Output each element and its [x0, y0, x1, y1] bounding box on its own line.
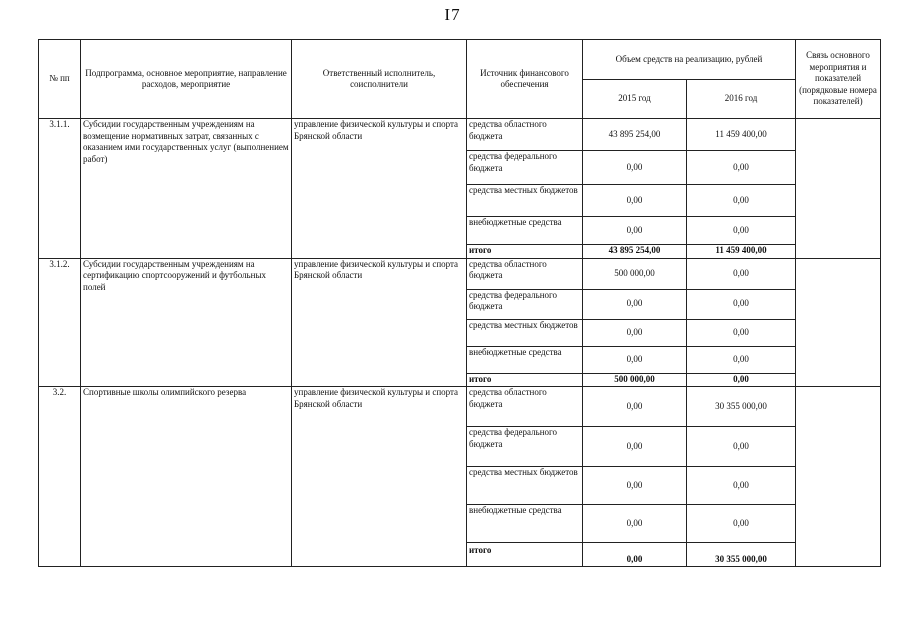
- source-cell: средства федерального бюджета: [467, 151, 583, 185]
- value-2016: 0,00: [687, 427, 796, 467]
- measure-name: Субсидии государственным учреждениям на сертификацию спортсооружений и футбольных полей: [81, 258, 292, 387]
- header-executor: Ответственный исполнитель, соисполнители: [292, 40, 467, 119]
- value-2016: 0,00: [687, 258, 796, 289]
- total-label: итого: [467, 245, 583, 259]
- row-number: 3.1.1.: [39, 119, 81, 259]
- total-2015: 43 895 254,00: [583, 245, 687, 259]
- total-label: итого: [467, 543, 583, 567]
- value-2016: 0,00: [687, 151, 796, 185]
- header-year-2015: 2015 год: [583, 80, 687, 119]
- header-program: Подпрограмма, основное мероприятие, направление расходов, мероприятие: [81, 40, 292, 119]
- value-2015: 0,00: [583, 427, 687, 467]
- source-cell: средства областного бюджета: [467, 119, 583, 151]
- executor-name: управление физической культуры и спорта Брянской области: [292, 119, 467, 259]
- link-cell: [796, 119, 881, 259]
- source-cell: внебюджетные средства: [467, 346, 583, 373]
- page-number: I7: [444, 5, 461, 24]
- source-cell: внебюджетные средства: [467, 217, 583, 245]
- value-2015: 0,00: [583, 387, 687, 427]
- executor-name: управление физической культуры и спорта Брянской области: [292, 387, 467, 567]
- source-cell: средства федерального бюджета: [467, 289, 583, 319]
- table-row: [39, 387, 881, 427]
- table-row: [39, 119, 881, 151]
- source-cell: средства местных бюджетов: [467, 319, 583, 346]
- value-2015: 0,00: [583, 505, 687, 543]
- executor-name: управление физической культуры и спорта Брянской области: [292, 258, 467, 387]
- value-2016: 0,00: [687, 289, 796, 319]
- source-cell: средства федерального бюджета: [467, 427, 583, 467]
- header-volume: Объем средств на реализацию, рублей: [583, 40, 796, 80]
- total-2016: 0,00: [687, 373, 796, 387]
- value-2015: 0,00: [583, 346, 687, 373]
- header-num: № пп: [39, 40, 81, 119]
- value-2016: 30 355 000,00: [687, 387, 796, 427]
- measure-name: Субсидии государственным учреждениям на возмещение нормативных затрат, связанных с оказанием ими государственных услуг (выполнением работ): [81, 119, 292, 259]
- value-2015: 0,00: [583, 467, 687, 505]
- total-2016: 11 459 400,00: [687, 245, 796, 259]
- header-link: Связь основного мероприятия и показателей (порядковые номера показателей): [796, 40, 881, 119]
- table-row: [39, 258, 881, 289]
- value-2016: 0,00: [687, 319, 796, 346]
- value-2015: 0,00: [583, 217, 687, 245]
- value-2016: 0,00: [687, 217, 796, 245]
- value-2016: 0,00: [687, 467, 796, 505]
- financing-table: [38, 39, 881, 567]
- source-cell: средства местных бюджетов: [467, 467, 583, 505]
- link-cell: [796, 387, 881, 567]
- source-cell: средства местных бюджетов: [467, 185, 583, 217]
- link-cell: [796, 258, 881, 387]
- value-2015: 0,00: [583, 151, 687, 185]
- value-2016: 0,00: [687, 185, 796, 217]
- row-number: 3.1.2.: [39, 258, 81, 387]
- measure-name: Спортивные школы олимпийского резерва: [81, 387, 292, 567]
- value-2016: 11 459 400,00: [687, 119, 796, 151]
- total-2015: 500 000,00: [583, 373, 687, 387]
- header-source: Источник финансового обеспечения: [467, 40, 583, 119]
- source-cell: внебюджетные средства: [467, 505, 583, 543]
- total-label: итого: [467, 373, 583, 387]
- total-2015: 0,00: [583, 543, 687, 567]
- value-2015: 0,00: [583, 319, 687, 346]
- value-2015: 0,00: [583, 289, 687, 319]
- value-2015: 0,00: [583, 185, 687, 217]
- source-cell: средства областного бюджета: [467, 387, 583, 427]
- value-2015: 500 000,00: [583, 258, 687, 289]
- value-2016: 0,00: [687, 346, 796, 373]
- header-year-2016: 2016 год: [687, 80, 796, 119]
- source-cell: средства областного бюджета: [467, 258, 583, 289]
- row-number: 3.2.: [39, 387, 81, 567]
- value-2016: 0,00: [687, 505, 796, 543]
- value-2015: 43 895 254,00: [583, 119, 687, 151]
- total-2016: 30 355 000,00: [687, 543, 796, 567]
